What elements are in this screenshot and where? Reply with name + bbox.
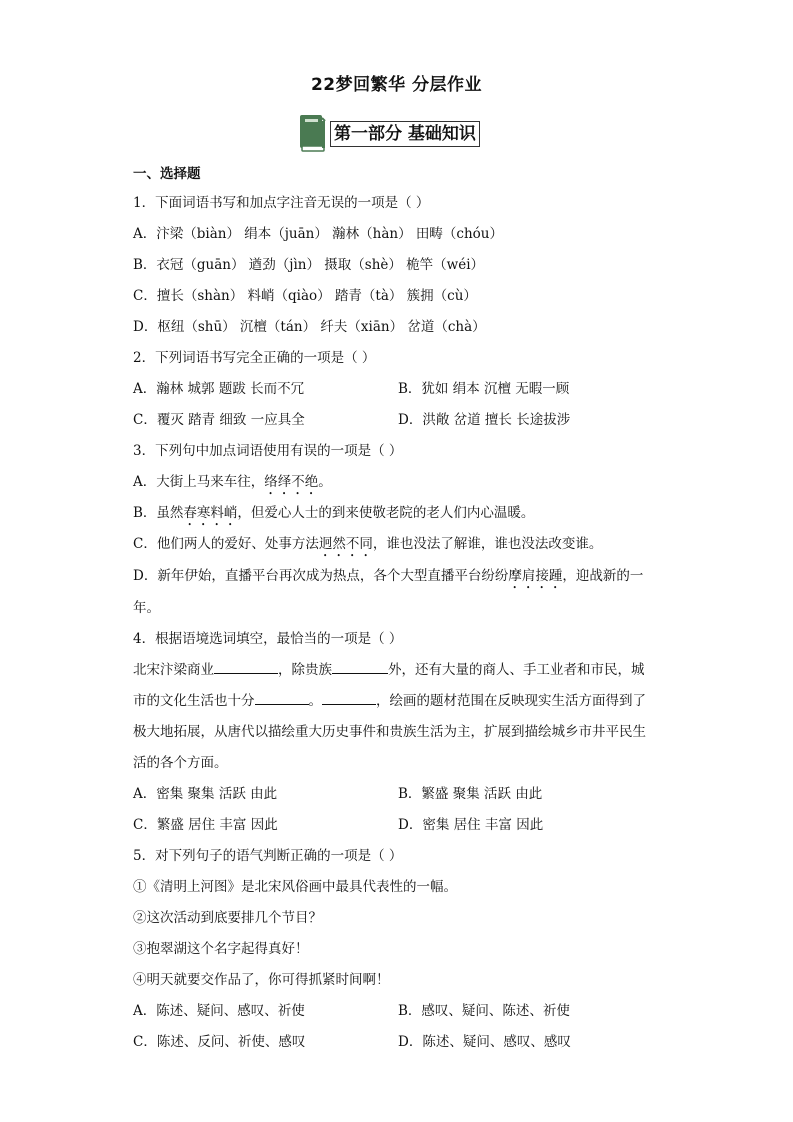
q4-p1-text2: ，除贵族 <box>278 662 332 678</box>
q4-passage-line-1 <box>133 655 663 686</box>
page-title: 22梦回繁华 分层作业 <box>310 75 483 95</box>
q4-passage-line-4: 活的各个方面。 <box>133 755 228 771</box>
q2-row-ab <box>133 374 663 405</box>
blank-3 <box>255 690 309 705</box>
q3-b-text: B．虽然 <box>133 505 184 521</box>
q4-p2-text2: 。 <box>308 693 322 709</box>
q5-option-b: B．感叹、疑问、陈述、祈使 <box>398 1003 570 1019</box>
q2-option-b: B．犹如 绢本 沉檀 无暇一顾 <box>398 381 570 397</box>
q3-option-c <box>133 529 663 560</box>
q4-stem: 4．根据语境选词填空，最恰当的一项是（ ） <box>133 631 403 647</box>
q4-p2-text3: ，绘画的题材范围在反映现实生活方面得到了 <box>376 693 646 709</box>
q4-option-c: C．繁盛 居住 丰富 因此 <box>133 817 278 833</box>
q2-stem: 2．下列词语书写完全正确的一项是（ ） <box>133 350 376 366</box>
q3-option-b <box>133 498 663 529</box>
q5-option-c: C．陈述、反问、祈使、感叹 <box>133 1034 306 1050</box>
q3-d-dotted: 摩肩接踵 <box>508 568 563 584</box>
book-icon <box>298 113 328 153</box>
q3-option-d <box>133 560 663 592</box>
q1-option-a: A．汴梁（biàn） 绢本（juān） 瀚林（hàn） 田畴（chóu） <box>133 226 503 242</box>
q3-b-dotted: 春寒料峭 <box>183 505 238 521</box>
q4-passage-line-3: 极大地拓展，从唐代以描绘重大历史事件和贵族生活为主，扩展到描绘城乡市井平民生 <box>133 724 646 740</box>
q3-option-d-cont: 年。 <box>133 600 160 616</box>
q3-option-a <box>133 467 663 498</box>
q5-sentence-3: ③抱翠湖这个名字起得真好！ <box>133 941 309 957</box>
q2-option-a: A．瀚林 城郭 题跋 长而不冗 <box>133 381 305 397</box>
q3-d-text: D．新年伊始，直播平台再次成为热点，各个大型直播平台纷纷 <box>133 568 509 584</box>
q3-c-dotted: 迥然不同 <box>318 536 373 552</box>
blank-1 <box>214 659 278 674</box>
q3-a-text: A．大街上马来车往， <box>133 474 265 490</box>
q3-b-end: ，但爱心人士的到来使敬老院的老人们内心温暖。 <box>237 505 535 521</box>
q3-a-end: 。 <box>318 474 332 490</box>
q4-p2-text: 市的文化生活也十分 <box>133 693 255 709</box>
q3-d-end: ，迎战新的一 <box>562 568 644 584</box>
q4-option-a: A．密集 聚集 活跃 由此 <box>133 786 278 802</box>
q5-row-ab <box>133 996 663 1027</box>
q4-passage-line-2 <box>133 686 663 717</box>
part-heading: 一、选择题 <box>133 166 201 182</box>
q1-option-c: C．擅长（shàn） 料峭（qiào） 踏青（tà） 簇拥（cù） <box>133 288 477 304</box>
q3-c-text: C．他们两人的爱好、处事方法 <box>133 536 319 552</box>
q2-option-c: C．覆灭 踏青 细致 一应具全 <box>133 412 305 428</box>
q5-option-d: D．陈述、疑问、感叹、感叹 <box>398 1034 571 1050</box>
q3-c-end: ，谁也没法了解谁，谁也没法改变谁。 <box>372 536 603 552</box>
q5-sentence-1: ①《清明上河图》是北宋风俗画中最具代表性的一幅。 <box>133 879 457 895</box>
q5-row-cd <box>133 1027 663 1058</box>
q5-sentence-2: ②这次活动到底要排几个节目？ <box>133 910 322 926</box>
q4-row-ab <box>133 779 663 810</box>
q5-stem: 5．对下列句子的语气判断正确的一项是（ ） <box>133 848 403 864</box>
q4-option-b: B．繁盛 聚集 活跃 由此 <box>398 786 543 802</box>
q5-option-a: A．陈述、疑问、感叹、祈使 <box>133 1003 305 1019</box>
q3-stem: 3．下列句中加点词语使用有误的一项是（ ） <box>133 443 403 459</box>
q2-option-d: D．洪敞 岔道 擅长 长途拔涉 <box>398 412 571 428</box>
blank-2 <box>332 659 388 674</box>
q1-option-b: B．衣冠（guān） 遒劲（jìn） 摄取（shè） 桅竿（wéi） <box>133 257 485 273</box>
q5-sentence-4: ④明天就要交作品了，你可得抓紧时间啊！ <box>133 972 390 988</box>
q4-p1-text: 北宋汴梁商业 <box>133 662 214 678</box>
content <box>133 160 663 1058</box>
blank-4 <box>322 690 376 705</box>
q4-p1-text3: 外，还有大量的商人、手工业者和市民，城 <box>388 662 645 678</box>
q1-stem: 1．下面词语书写和加点字注音无误的一项是（ ） <box>133 195 430 211</box>
q4-option-d: D．密集 居住 丰富 因此 <box>398 817 544 833</box>
q4-row-cd <box>133 810 663 841</box>
q2-row-cd <box>133 405 663 436</box>
q3-a-dotted: 络绎不绝 <box>264 474 319 490</box>
section-label: 第一部分 基础知识 <box>330 121 480 147</box>
q1-option-d: D．枢纽（shū） 沉檀（tán） 纤夫（xiān） 岔道（chà） <box>133 319 486 335</box>
